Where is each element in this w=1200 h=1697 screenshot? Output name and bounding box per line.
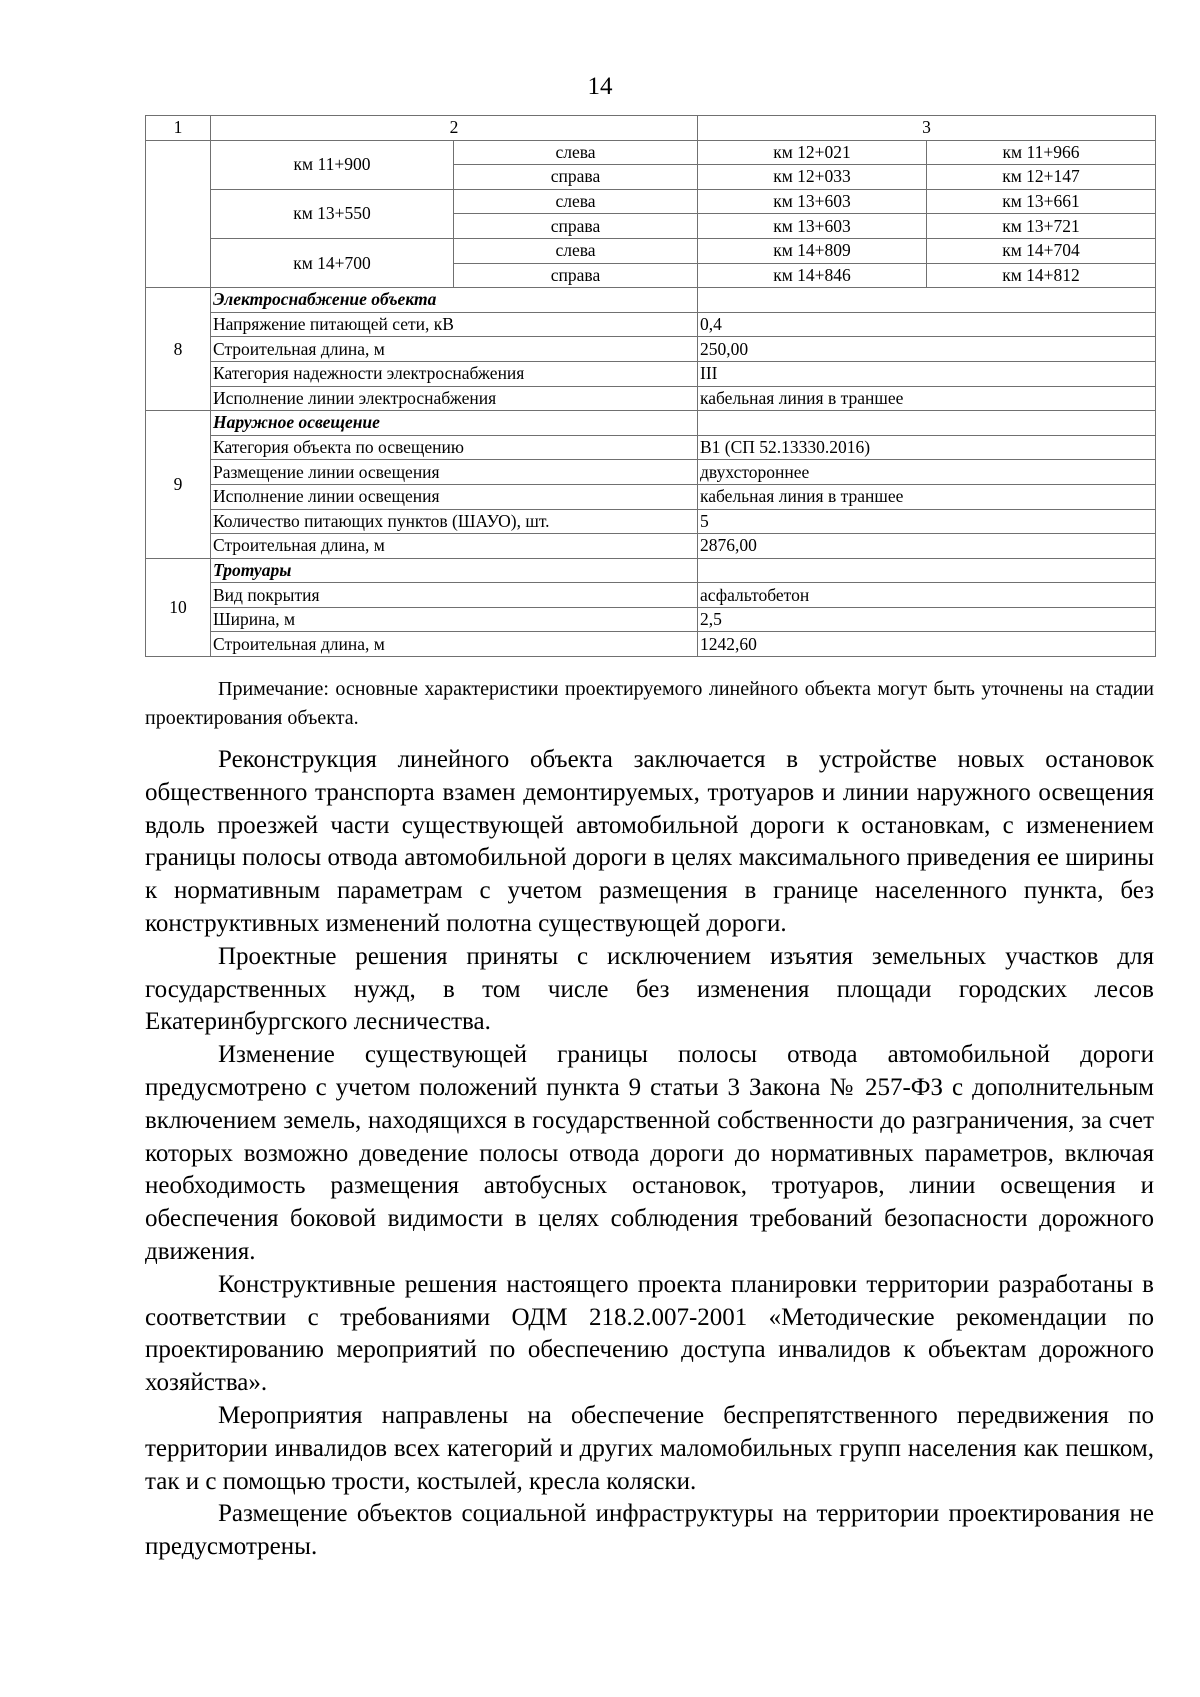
param-label: Строительная длина, м	[211, 632, 698, 657]
table-row	[146, 607, 1156, 632]
section-title-value-empty	[698, 558, 1156, 583]
km-to-cell: км 13+661	[927, 189, 1156, 214]
km-from-cell: км 14+846	[698, 263, 927, 288]
note-text: Примечание: основные характеристики проектируемого линейного объекта могут быть уточнены на стадии проектирования объекта.	[145, 678, 1154, 729]
param-value: 2876,00	[698, 534, 1156, 559]
body-text	[145, 744, 1154, 1564]
km-from-cell: км 12+021	[698, 140, 927, 165]
paragraph: Проектные решения приняты с исключением изъятия земельных участков для государственных нужд, в том числе без изменения площади городских лесов Екатеринбургского лесничества.	[145, 942, 1154, 1036]
header-cell-3: 3	[698, 116, 1156, 141]
table-row	[146, 558, 1156, 583]
param-label: Строительная длина, м	[211, 337, 698, 362]
param-label: Размещение линии освещения	[211, 460, 698, 485]
param-label: Категория объекта по освещению	[211, 435, 698, 460]
table-row	[146, 632, 1156, 657]
section-title-value-empty	[698, 411, 1156, 436]
paragraph: Размещение объектов социальной инфраструктуры на территории проектирования не предусмотрены.	[145, 1500, 1154, 1561]
table-row	[146, 460, 1156, 485]
param-label: Вид покрытия	[211, 583, 698, 608]
param-value: кабельная линия в траншее	[698, 484, 1156, 509]
table-row	[146, 411, 1156, 436]
param-label: Исполнение линии электроснабжения	[211, 386, 698, 411]
header-cell-2: 2	[211, 116, 698, 141]
table-header-row	[146, 116, 1156, 141]
table-row	[146, 435, 1156, 460]
side-cell: слева	[454, 140, 698, 165]
km-cell: км 14+700	[211, 238, 454, 287]
param-value: 250,00	[698, 337, 1156, 362]
km-cell: км 13+550	[211, 189, 454, 238]
specification-table	[145, 115, 1156, 657]
km-to-cell: км 12+147	[927, 165, 1156, 190]
table-row	[146, 189, 1156, 214]
km-from-cell: км 12+033	[698, 165, 927, 190]
section-number-cell: 8	[146, 288, 211, 411]
param-label: Строительная длина, м	[211, 534, 698, 559]
table-row	[146, 509, 1156, 534]
paragraph: Мероприятия направлены на обеспечение беспрепятственного передвижения по территории инвалидов всех категорий и других маломобильных групп населения как пешком, так и с помощью трости, костылей, кресла коляски.	[145, 1401, 1154, 1495]
side-cell: справа	[454, 165, 698, 190]
km-cell: км 11+900	[211, 140, 454, 189]
table-row	[146, 484, 1156, 509]
table-row	[146, 337, 1156, 362]
section-number-cell: 10	[146, 558, 211, 656]
section-title: Наружное освещение	[211, 411, 698, 436]
table-row	[146, 288, 1156, 313]
section-number-cell-empty	[146, 140, 211, 288]
km-to-cell: км 11+966	[927, 140, 1156, 165]
param-label: Напряжение питающей сети, кВ	[211, 312, 698, 337]
param-value: кабельная линия в траншее	[698, 386, 1156, 411]
km-to-cell: км 14+812	[927, 263, 1156, 288]
table-row	[146, 361, 1156, 386]
section-title-value-empty	[698, 288, 1156, 313]
table-row	[146, 583, 1156, 608]
table-row	[146, 386, 1156, 411]
km-to-cell: км 14+704	[927, 238, 1156, 263]
side-cell: слева	[454, 189, 698, 214]
param-label: Ширина, м	[211, 607, 698, 632]
paragraph: Изменение существующей границы полосы отвода автомобильной дороги предусмотрено с учетом положений пункта 9 статьи 3 Закона № 257-ФЗ с дополнительным включением земель, находящихся в государственной собственности до разграничения, за счет которых возможно доведение полосы отвода дороги до нормативных параметров, включая необходимость размещения автобусных остановок, тротуаров, линии освещения и обеспечения боковой видимости в целях соблюдения требований безопасности дорожного движения.	[145, 1041, 1154, 1265]
km-from-cell: км 13+603	[698, 214, 927, 239]
param-label: Количество питающих пунктов (ШАУО), шт.	[211, 509, 698, 534]
param-value: двухстороннее	[698, 460, 1156, 485]
side-cell: справа	[454, 214, 698, 239]
km-from-cell: км 13+603	[698, 189, 927, 214]
param-value: 5	[698, 509, 1156, 534]
table-row	[146, 534, 1156, 559]
param-value: 2,5	[698, 607, 1156, 632]
table-row	[146, 140, 1156, 165]
header-cell-1: 1	[146, 116, 211, 141]
section-title: Электроснабжение объекта	[211, 288, 698, 313]
param-label: Категория надежности электроснабжения	[211, 361, 698, 386]
param-value: III	[698, 361, 1156, 386]
page-number: 14	[587, 73, 613, 100]
paragraph: Конструктивные решения настоящего проекта планировки территории разработаны в соответствии с требованиями ОДМ 218.2.007-2001 «Методические рекомендации по проектированию мероприятий по обеспечению доступа инвалидов к объектам дорожного хозяйства».	[145, 1270, 1154, 1397]
side-cell: слева	[454, 238, 698, 263]
table-note	[145, 675, 1154, 733]
param-value: 1242,60	[698, 632, 1156, 657]
km-from-cell: км 14+809	[698, 238, 927, 263]
paragraph: Реконструкция линейного объекта заключается в устройстве новых остановок общественного транспорта взамен демонтируемых, тротуаров и линии наружного освещения вдоль проезжей части существующей автомобильной дороги к остановкам, с изменением границы полосы отвода автомобильной дороги в целях максимального приведения ее ширины к нормативным параметрам с учетом размещения в границе населенного пункта, без конструктивных изменений полотна существующей дороги.	[145, 746, 1154, 937]
table-row	[146, 312, 1156, 337]
param-value: 0,4	[698, 312, 1156, 337]
km-to-cell: км 13+721	[927, 214, 1156, 239]
section-title: Тротуары	[211, 558, 698, 583]
param-label: Исполнение линии освещения	[211, 484, 698, 509]
param-value: В1 (СП 52.13330.2016)	[698, 435, 1156, 460]
section-number-cell: 9	[146, 411, 211, 559]
table-row	[146, 238, 1156, 263]
side-cell: справа	[454, 263, 698, 288]
param-value: асфальтобетон	[698, 583, 1156, 608]
